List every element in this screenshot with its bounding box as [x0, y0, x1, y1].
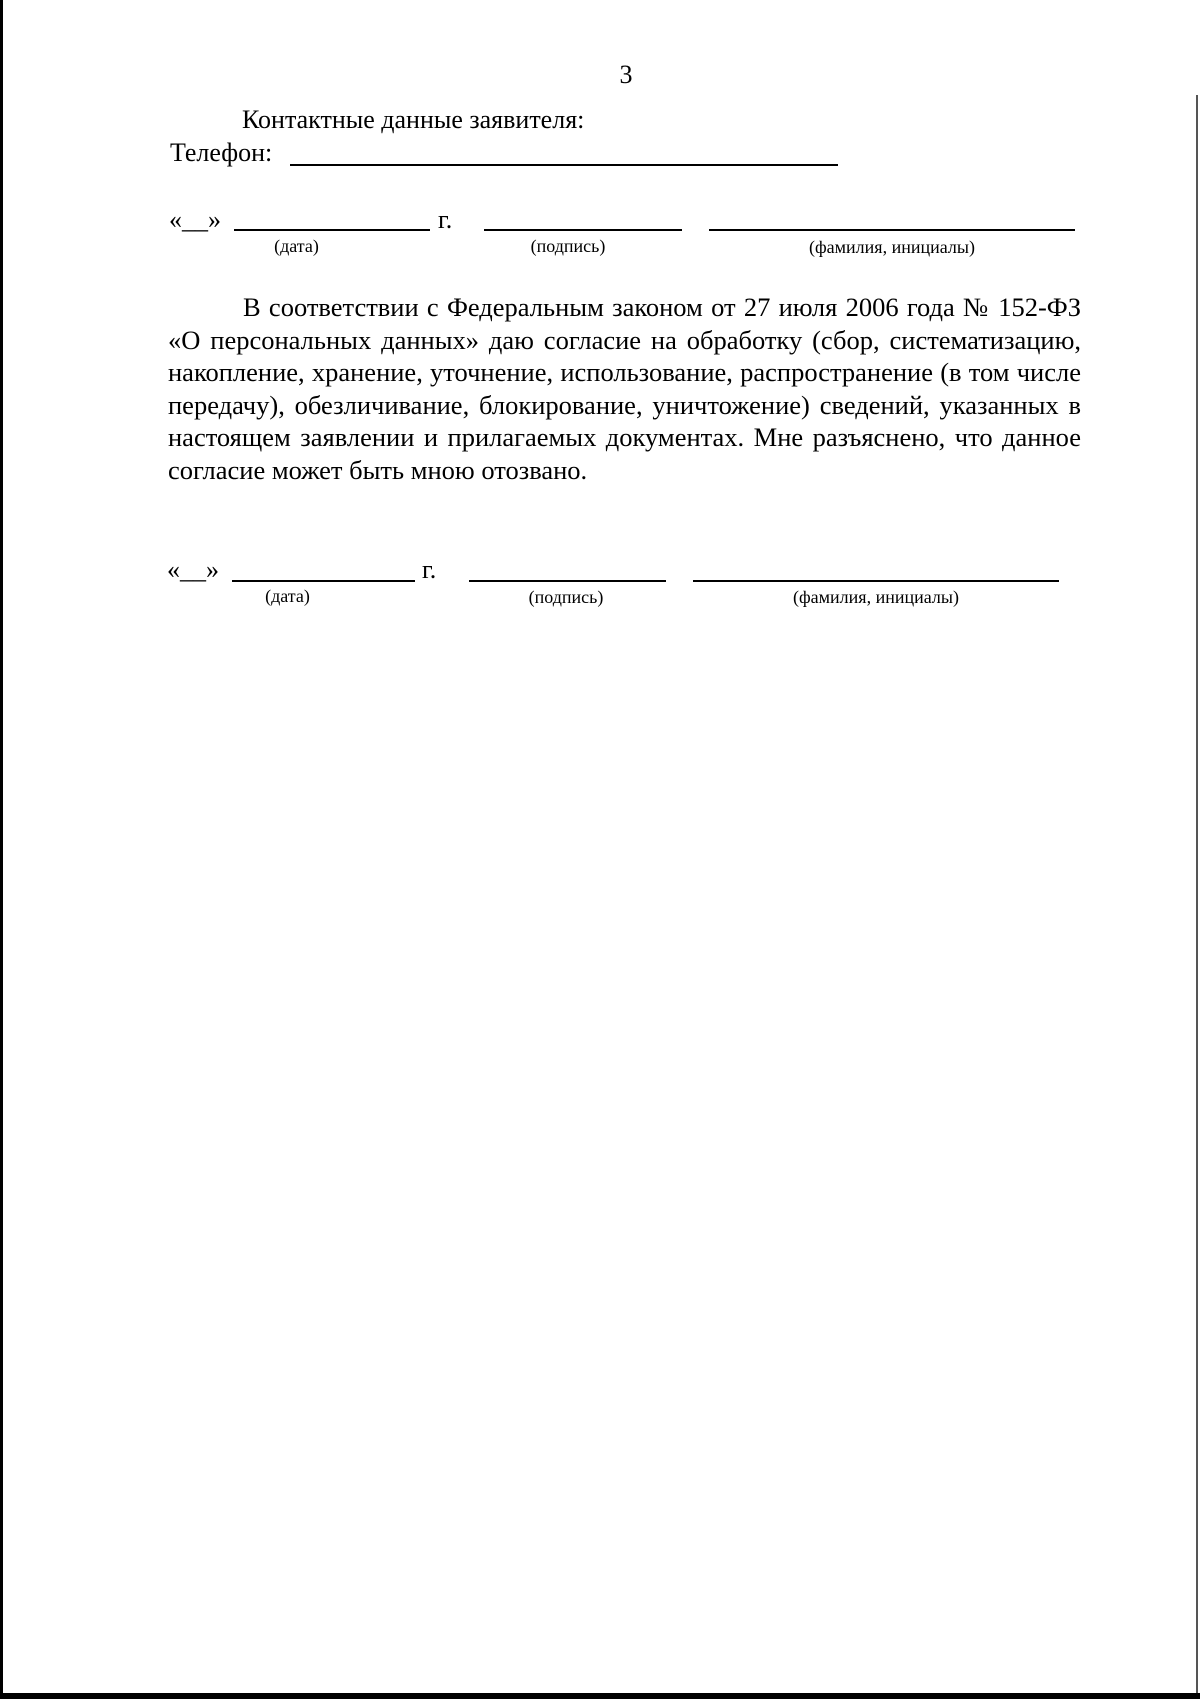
date-caption: (дата) [274, 236, 319, 256]
name-field-line[interactable] [709, 229, 1075, 231]
signature-field-line[interactable] [484, 229, 682, 231]
phone-field-line[interactable] [290, 164, 838, 166]
date-field-line[interactable] [234, 229, 430, 231]
year-suffix: г. [422, 555, 437, 584]
date-caption: (дата) [265, 586, 310, 606]
contacts-heading: Контактные данные заявителя: [242, 105, 585, 134]
name-field-line[interactable] [693, 580, 1059, 582]
signature-caption: (подпись) [528, 587, 604, 607]
scan-border-left [0, 0, 3, 1699]
signature-field-line[interactable] [469, 580, 666, 582]
consent-paragraph: В соответствии с Федеральным законом от 27 июля 2006 года № 152-ФЗ «О персональных данных» даю согласие на обработку (сбор, систематизацию, накопление, хранение, уточнение, использование, распространение (в том числе передачу), обезличивание, блокирование, уничтожение) сведений, указанных в настоящем заявлении и прилагаемых документах. Мне разъяснено, что данное согласие может быть мною отозвано. [168, 292, 1081, 485]
phone-label: Телефон: [170, 138, 273, 167]
scan-border-bottom [0, 1693, 1200, 1699]
year-suffix: г. [438, 205, 453, 234]
name-caption: (фамилия, инициалы) [793, 587, 959, 607]
page-number: 3 [619, 60, 633, 89]
scan-border-right [1196, 95, 1198, 1699]
date-field-line[interactable] [232, 580, 415, 582]
date-day-placeholder: «__» [167, 555, 219, 584]
name-caption: (фамилия, инициалы) [809, 237, 975, 257]
signature-caption: (подпись) [530, 236, 606, 256]
date-day-placeholder: «__» [169, 205, 221, 234]
